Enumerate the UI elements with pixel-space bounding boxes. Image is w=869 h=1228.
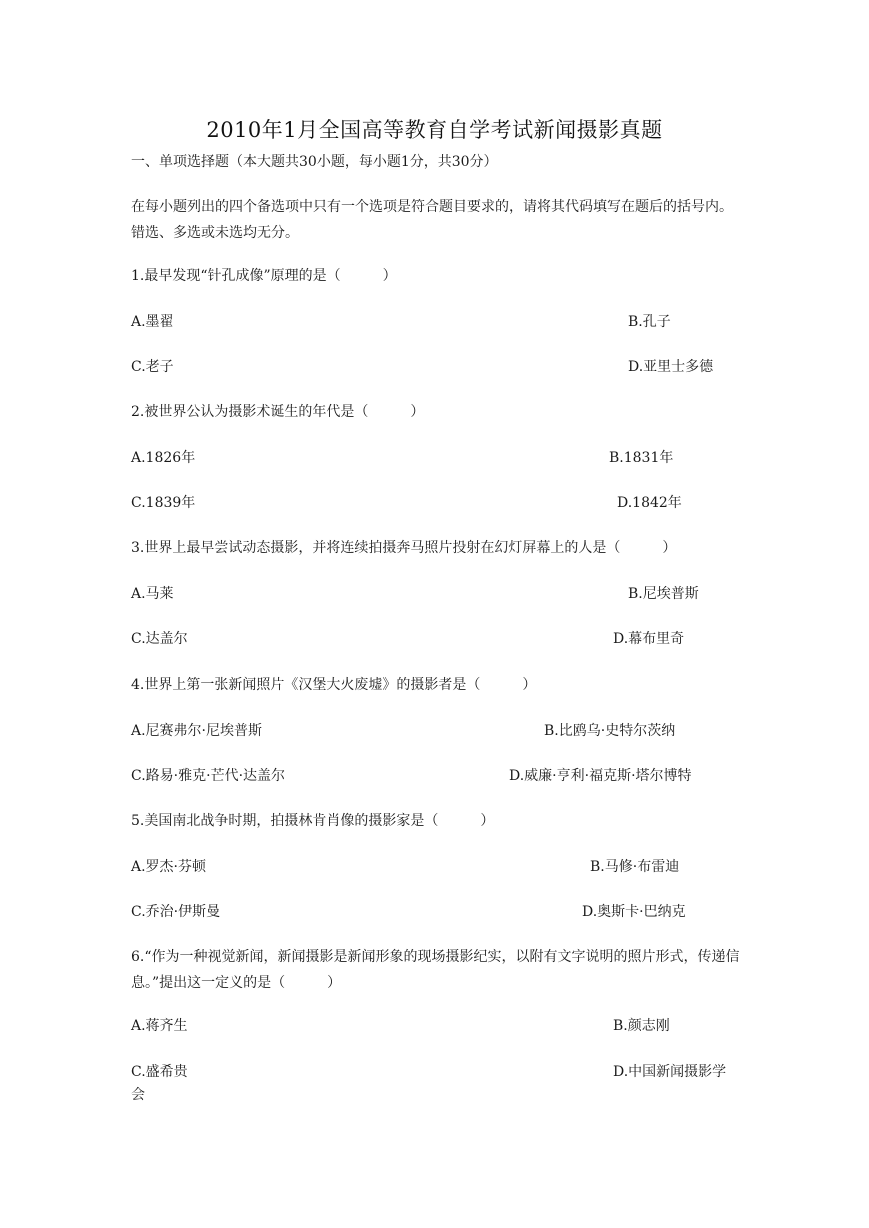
page-title: 2010年1月全国高等教育自学考试新闻摄影真题 — [206, 118, 663, 142]
option-b: B.1831年 — [609, 450, 674, 466]
option-d: D.奥斯卡·巴纳克 — [582, 904, 686, 920]
option-d: D.威廉·亨利·福克斯·塔尔博特 — [509, 768, 692, 784]
option-a: A.墨翟 — [131, 314, 174, 330]
option-c: C.达盖尔 — [131, 631, 188, 647]
option-a: A.罗杰·芬顿 — [131, 859, 207, 875]
question-stem: 4.世界上第一张新闻照片《汉堡大火废墟》的摄影者是（ ） — [131, 677, 537, 693]
option-d-wrap: 会 — [131, 1087, 145, 1103]
option-a: A.蒋齐生 — [131, 1018, 188, 1034]
question-stem: 5.美国南北战争时期，拍摄林肯肖像的摄影家是（ ） — [131, 813, 495, 829]
option-c: C.老子 — [131, 359, 174, 375]
question-stem: 1.最早发现“针孔成像”原理的是（ ） — [131, 268, 397, 284]
option-b: B.尼埃普斯 — [628, 586, 699, 602]
option-b: B.孔子 — [628, 314, 671, 330]
option-a: A.尼赛弗尔·尼埃普斯 — [131, 723, 263, 739]
question-stem: 6.“作为一种视觉新闻，新闻摄影是新闻形象的现场摄影纪实，以附有文字说明的照片形式，传递信息。”提出这一定义的是（ ） — [131, 949, 740, 991]
option-d: D.中国新闻摄影学 — [613, 1064, 727, 1080]
option-d: D.1842年 — [617, 495, 682, 511]
question-stem: 3.世界上最早尝试动态摄影，并将连续拍摄奔马照片投射在幻灯屏幕上的人是（ ） — [131, 540, 677, 556]
option-c: C.路易·雅克·芒代·达盖尔 — [131, 768, 286, 784]
instructions-paragraph: 在每小题列出的四个备选项中只有一个选项是符合题目要求的，请将其代码填写在题后的括号内。错选、多选或未选均无分。 — [131, 199, 733, 241]
option-b: B.马修·布雷迪 — [590, 859, 680, 875]
question-stem: 2.被世界公认为摄影术诞生的年代是（ ） — [131, 404, 425, 420]
option-d: D.亚里士多德 — [628, 359, 714, 375]
option-c: C.盛希贵 — [131, 1064, 188, 1080]
option-c: C.1839年 — [131, 495, 196, 511]
option-d: D.幕布里奇 — [613, 631, 685, 647]
section-heading: 一、单项选择题（本大题共30小题，每小题1分，共30分） — [131, 154, 498, 170]
option-b: B.比鸥乌·史特尔茨纳 — [544, 723, 676, 739]
option-a: A.1826年 — [131, 450, 196, 466]
option-c: C.乔治·伊斯曼 — [131, 904, 221, 920]
option-b: B.颜志刚 — [613, 1018, 670, 1034]
option-a: A.马莱 — [131, 586, 174, 602]
